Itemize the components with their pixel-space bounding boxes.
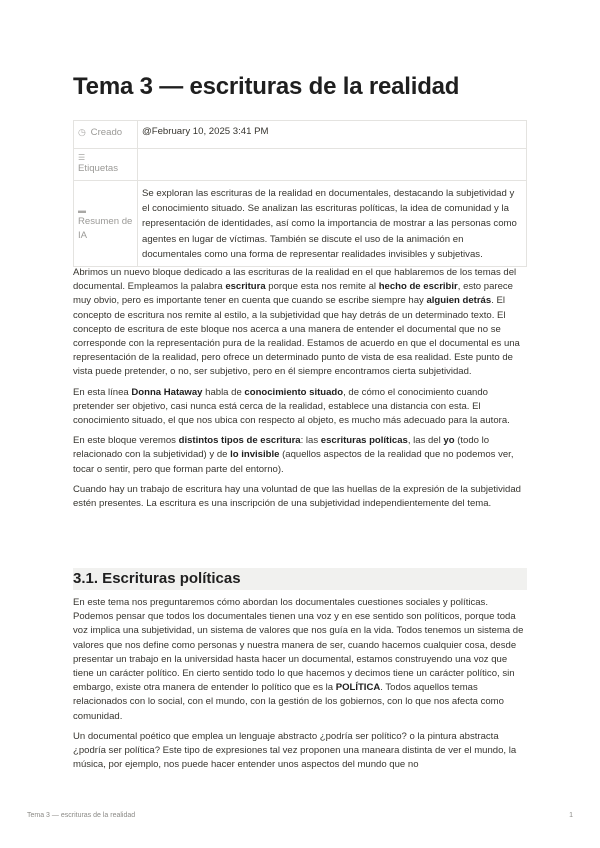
text-lines-icon: ▬ [78,206,86,215]
bold-text: alguien detrás [426,295,492,307]
footer-title: Tema 3 — escrituras de la realidad [27,812,136,819]
property-key-tags [74,149,138,181]
text-run: (aquellos aspectos de la realidad que no podemos ver, tocar o sentir, pero que forman parte del entorno). [73,449,514,475]
paragraph-3 [73,434,527,477]
tags-label: Etiquetas [78,163,119,174]
text-run: En este bloque veremos [73,435,179,447]
paragraph-1 [73,266,527,380]
paragraph-5 [73,596,527,724]
property-row-ai-summary [74,181,527,267]
page-footer [27,812,573,819]
bold-text: distintos tipos de escritura [178,435,301,447]
section-heading: 3.1. Escrituras políticas [73,568,527,590]
bold-text: conocimiento situado [244,386,344,398]
text-run: , las del [407,435,444,447]
text-run: Abrimos un nuevo bloque dedicado a las escrituras de la realidad en el que hablaremos de los temas del documental. Empleamos la palabra [73,267,517,293]
text-run: . El concepto de escritura nos remite al estilo, a la subjetividad que hay detrás de un determinado texto. El concepto de escritura de este bloque nos acerca a una manera de entender el documental que no se corresponde con la representación pura de la realidad. Estamos de acuerdo en que el documental es una representación de la realidad, pero ofrece un determinado punto de vista de esa realidad. Este punto de vista puede pretender, o no, ser subjetivo, pero en él siempre encontramos cierta subjetividad. [73,295,520,378]
bold-text: Donna Hataway [131,386,203,398]
text-run: , de cómo el conocimiento cuando pretender ser objetivo, casi nunca está cerca de la realidad, establece una distancia con esta. El conocimiento situado, el que nos ubica con respecto al objeto, es mucho más adecuado para la autora. [73,386,510,427]
text-run: , esto parece muy obvio, pero es importante tener en cuenta que cuando se escribe siempre hay [73,281,513,307]
politics-section [73,596,527,778]
text-run: . Todos aquellos temas relacionados con lo social, con el mundo, con la gestión de los gobiernos, con lo que nos afecta como comunidad. [73,682,504,722]
page-title: Tema 3 — escrituras de la realidad [73,73,460,100]
text-run: : las [300,435,321,447]
property-key-created [74,121,138,149]
ai-summary-value[interactable]: Se exploran las escrituras de la realidad en documentales, destacando la subjetividad y el conocimiento situado. Se analizan las escrituras políticas, la idea de comunidad y la representación de identidades, así como la importancia de mostrar a las personas como agentes en lugar de víctimas. También se discute el uso de la animación en documentales como una forma de representar realidades invisibles y subjetivas. [138,181,527,267]
intro-section [73,266,527,517]
text-run: Un documental poético que emplea un lenguaje abstracto ¿podría ser político? o la pintura abstracta ¿podría ser política? Este tipo de expresiones tal vez proponen una maneara distinta de ver el mundo, la música, por ejemplo, nos puede hacer entender unos aspectos del mundo que no [73,730,517,771]
text-run: porque esta nos remite al [265,281,379,293]
created-label: Creado [90,127,123,138]
text-run: En esta línea [73,386,132,398]
clock-icon: ◷ [78,127,86,137]
properties-table [73,120,527,267]
paragraph-4 [73,483,527,511]
paragraph-2 [73,386,527,429]
bold-text: yo [443,435,455,447]
text-run: habla de [202,386,245,398]
property-row-tags [74,149,527,181]
bold-text: escritura [225,281,266,293]
text-run: Cuando hay un trabajo de escritura hay una voluntad de que las huellas de la expresión de la subjetividad estén presentes. La escritura es una inscripción de una subjetividad independientemente del tema. [73,483,521,510]
text-run: En este tema nos preguntaremos cómo abordan los documentales cuestiones sociales y políticas. Podemos pensar que todos los documentales tienen una voz y en ese sentido son políticos, porque toda voz implica una subjetividad, un sistema de valores que nos guía en la vida. Todos tenemos un sistema de valores que nos define como personas y nuestra manera de ser, cuando hacemos cualquier cosa, desde presentar un trabajo en la universidad hasta hacer un documental, estamos construyendo una voz que tiene un carácter político. En cierto sentido todo lo que hacemos y decimos tiene un carácter político, sin embargo, existe otra manera de entender lo político que es la [73,597,524,694]
bold-text: lo invisible [230,449,280,461]
list-icon: ☰ [78,153,86,162]
page-number: 1 [569,812,573,819]
property-key-ai-summary [74,181,138,267]
bold-text: hecho de escribir [378,281,458,293]
created-value[interactable]: @February 10, 2025 3:41 PM [138,121,527,149]
property-row-created [74,121,527,149]
paragraph-6 [73,730,527,773]
tags-value[interactable] [138,149,527,181]
bold-text: escrituras políticas [320,435,408,447]
bold-text: POLÍTICA [335,682,381,694]
text-run: (todo lo relacionado con la subjetividad) y de [73,435,490,461]
ai-summary-label: Resumen de IA [78,216,133,241]
